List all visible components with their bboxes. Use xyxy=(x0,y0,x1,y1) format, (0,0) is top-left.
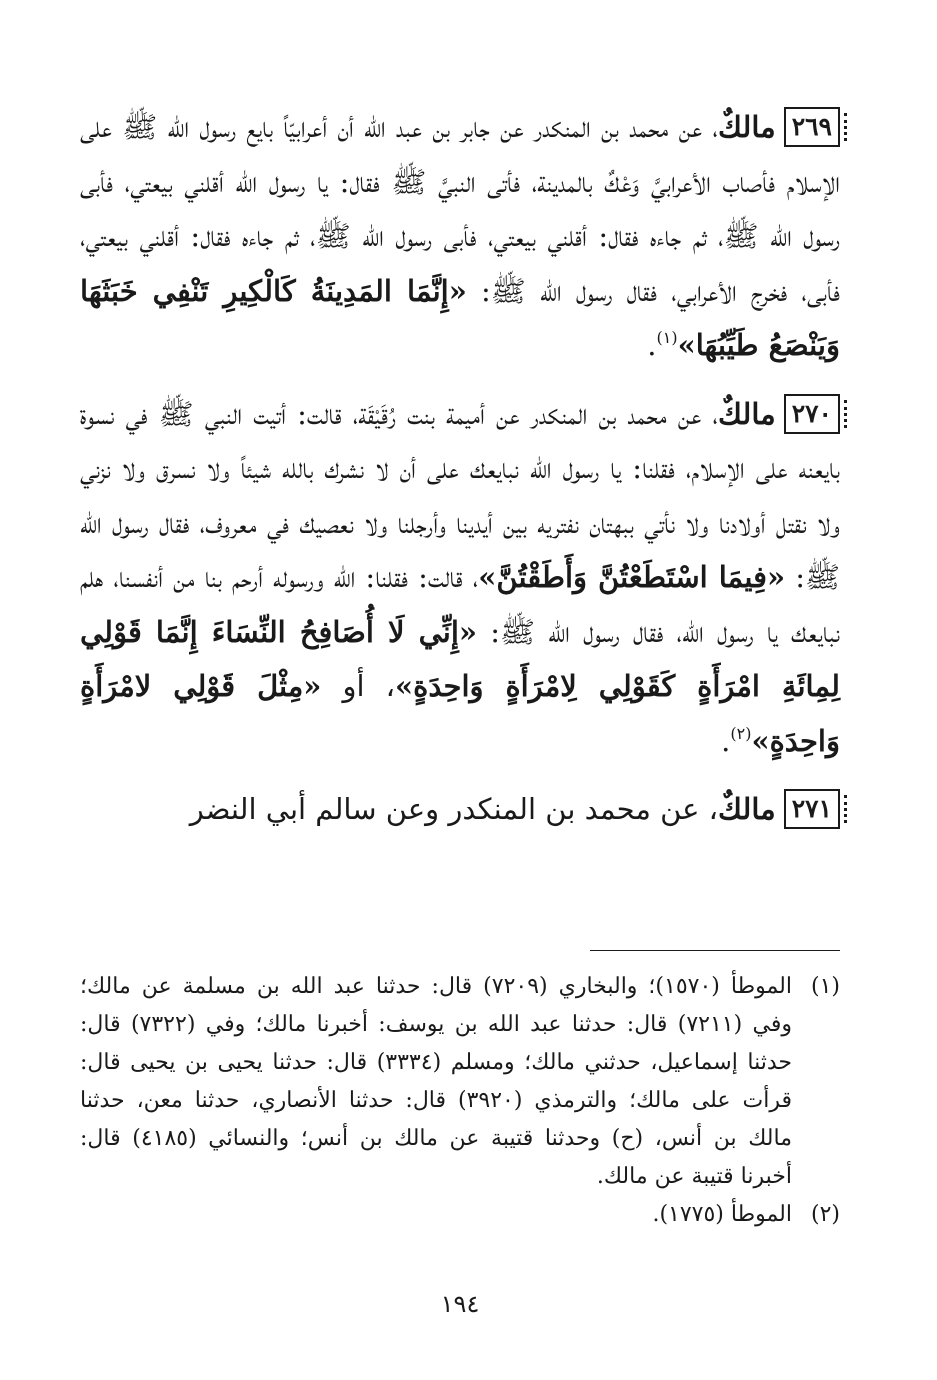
hadith-text: ، عن محمد بن المنكدر عن أميمة بنت رُقَيْقَة، قالت: أتيت النبي ﷺ في نسوة بايعنه على الإسلام، فقلنا: يا رسول الله نبايعك على أن لا نشرك بالله شيئاً ولا نسرق ولا نزني ولا نقتل أولادنا ولا نأتي ببهتان نفتريه بين أيدينا وأرجلنا ولا نعصيك في معروف، فقال رسول الله ﷺ: xyxy=(80,396,840,594)
hadith-text: ، عن محمد بن المنكدر وعن سالم أبي النضر xyxy=(189,792,719,826)
prophetic-quote: «إِنِّي لَا أُصَافِحُ النِّسَاءَ إِنَّمَا قَوْلِي لِمِائَةِ امْرَأَةٍ كَقَوْلِي لِامْرَأَةٍ وَاحِدَةٍ» xyxy=(80,614,840,703)
hadith-text-end: . xyxy=(721,723,731,758)
narrator-name: مالكٌ xyxy=(718,110,776,144)
hadith-text-end: . xyxy=(647,328,657,362)
hadith-text-or: ، أو xyxy=(321,669,395,703)
hadith-270 xyxy=(80,387,840,769)
prophetic-quote: «فِيمَا اسْتَطَعْتُنَّ وَأَطَقْتُنَّ» xyxy=(478,560,786,594)
hadith-number-box: ٢٦٩ xyxy=(784,107,840,147)
footnote-text: الموطأ (١٥٧٠)؛ والبخاري (٧٢٠٩) قال: حدثنا عبد الله بن مسلمة عن مالك؛ وفي (٧٢١١) قال: حدثنا عبد الله بن يوسف: أخبرنا مالك؛ وفي (٧٣٢٢) قال: حدثنا إسماعيل، حدثني مالك؛ ومسلم (٣٣٣٤) قال: حدثنا يحيى بن يحيى قال: قرأت على مالك؛ والترمذي (٣٩٢٠) قال: حدثنا الأنصاري، حدثنا معن، حدثنا مالك بن أنس، (ح) وحدثنا قتيبة عن مالك بن أنس؛ والنسائي (٤١٨٥) قال: أخبرنا قتيبة عن مالك. xyxy=(80,974,793,1189)
footnote-ref[interactable]: (١) xyxy=(656,328,678,347)
page-number: ١٩٤ xyxy=(440,1290,480,1318)
footnotes xyxy=(80,968,840,1234)
footnote-number: (١) xyxy=(810,974,840,999)
narrator-name: مالكٌ xyxy=(718,396,776,431)
hadith-number-box: ٢٧٠ xyxy=(784,394,840,434)
footnote-ref[interactable]: (٢) xyxy=(730,723,752,743)
footnote-divider xyxy=(590,950,840,951)
footnote-1 xyxy=(80,968,840,1196)
hadith-269 xyxy=(80,100,840,373)
hadith-text-middle: ، قالت: فقلنا: الله ورسوله أرحم بنا من أنفسنا، هلم نبايعك يا رسول الله، فقال رسول الله ﷺ: xyxy=(80,560,840,649)
prophetic-quote: «إِنَّمَا المَدِينَةُ كَالْكِيرِ تَنْفِي خَبَثَهَا وَيَنْصَعُ طَيِّبُهَا» xyxy=(80,273,840,362)
footnote-2 xyxy=(80,1196,840,1234)
footnote-number: (٢) xyxy=(810,1202,840,1227)
narrator-name: مالكٌ xyxy=(718,792,776,826)
hadith-271 xyxy=(80,782,840,837)
hadith-number-box: ٢٧١ xyxy=(784,789,840,829)
book-page xyxy=(80,100,840,1360)
hadith-text: ، عن محمد بن المنكدر عن جابر بن عبد الله أن أعرابيّاً بايع رسول الله ﷺ على الإسلام فأصاب الأعرابيَّ وَعْكٌ بالمدينة، فأتى النبيَّ ﷺ فقال: يا رسول الله أقلني بيعتي، فأبى رسول الله ﷺ، ثم جاءه فقال: أقلني بيعتي، فأبى رسول الله ﷺ، ثم جاءه فقال: أقلني بيعتي، فأبى، فخرج الأعرابي، فقال رسول الله ﷺ: xyxy=(80,110,840,308)
prophetic-quote: «مِثْلَ قَوْلِي لامْرَأَةٍ وَاحِدَةٍ» xyxy=(80,669,840,758)
footnote-text: الموطأ (١٧٧٥). xyxy=(652,1202,792,1227)
